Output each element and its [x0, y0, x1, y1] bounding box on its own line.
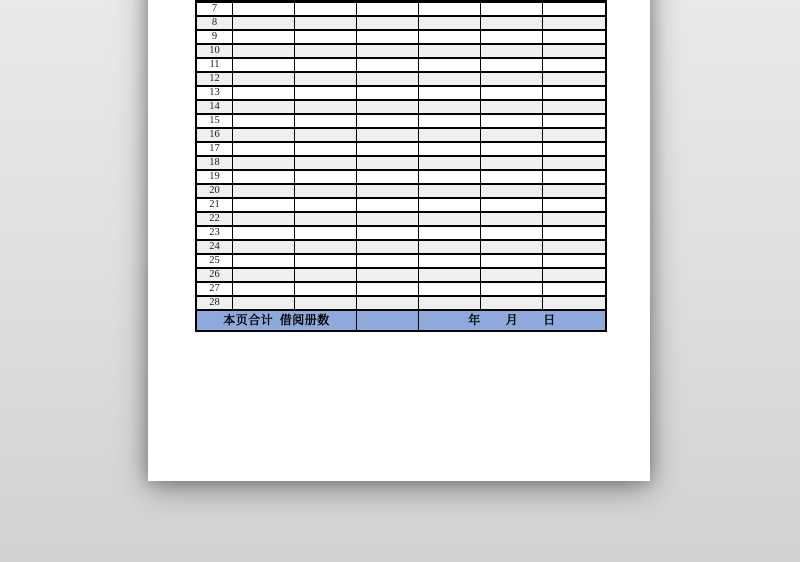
empty-data-cell [481, 185, 543, 197]
empty-data-cell [357, 45, 419, 57]
empty-data-cell [419, 199, 481, 211]
empty-data-cell [543, 87, 605, 99]
empty-data-cell [233, 115, 295, 127]
empty-data-cell [419, 255, 481, 267]
empty-data-cell [419, 297, 481, 309]
empty-data-cell [481, 199, 543, 211]
empty-data-cell [419, 227, 481, 239]
empty-data-cell [543, 157, 605, 169]
row-number-cell: 27 [197, 283, 233, 295]
empty-data-cell [295, 73, 357, 85]
empty-data-cell [295, 283, 357, 295]
empty-data-cell [543, 3, 605, 15]
empty-data-cell [481, 269, 543, 281]
table-row [197, 283, 605, 297]
empty-data-cell [295, 199, 357, 211]
table-row [197, 213, 605, 227]
empty-data-cell [543, 199, 605, 211]
empty-data-cell [481, 213, 543, 225]
empty-data-cell [419, 101, 481, 113]
row-number-cell: 11 [197, 59, 233, 71]
empty-data-cell [481, 87, 543, 99]
empty-data-cell [543, 59, 605, 71]
empty-data-cell [233, 31, 295, 43]
empty-data-cell [419, 157, 481, 169]
empty-data-cell [357, 255, 419, 267]
empty-data-cell [357, 143, 419, 155]
empty-data-cell [233, 283, 295, 295]
empty-data-cell [357, 17, 419, 29]
empty-data-cell [543, 115, 605, 127]
empty-data-cell [357, 213, 419, 225]
empty-data-cell [419, 3, 481, 15]
empty-data-cell [419, 283, 481, 295]
empty-data-cell [295, 213, 357, 225]
empty-data-cell [295, 45, 357, 57]
table-rows [197, 3, 605, 311]
row-number-cell: 22 [197, 213, 233, 225]
empty-data-cell [295, 185, 357, 197]
table-row [197, 101, 605, 115]
empty-data-cell [419, 59, 481, 71]
empty-data-cell [233, 17, 295, 29]
empty-data-cell [481, 171, 543, 183]
table-row [197, 73, 605, 87]
empty-data-cell [233, 143, 295, 155]
empty-data-cell [481, 17, 543, 29]
document-page [148, 0, 650, 481]
empty-data-cell [543, 129, 605, 141]
empty-data-cell [295, 31, 357, 43]
empty-data-cell [295, 17, 357, 29]
empty-data-cell [543, 283, 605, 295]
empty-data-cell [233, 101, 295, 113]
empty-data-cell [419, 241, 481, 253]
empty-data-cell [357, 59, 419, 71]
empty-data-cell [295, 269, 357, 281]
empty-data-cell [481, 241, 543, 253]
empty-data-cell [357, 283, 419, 295]
row-number-cell: 15 [197, 115, 233, 127]
empty-data-cell [295, 129, 357, 141]
table-row [197, 241, 605, 255]
empty-data-cell [481, 297, 543, 309]
empty-data-cell [481, 101, 543, 113]
empty-data-cell [543, 269, 605, 281]
row-number-cell: 16 [197, 129, 233, 141]
table-row [197, 115, 605, 129]
empty-data-cell [481, 227, 543, 239]
empty-data-cell [419, 31, 481, 43]
empty-data-cell [295, 171, 357, 183]
empty-data-cell [233, 129, 295, 141]
empty-data-cell [419, 269, 481, 281]
footer-date-label: 年 月 日 [468, 313, 556, 327]
empty-data-cell [481, 283, 543, 295]
empty-data-cell [357, 199, 419, 211]
table-row [197, 143, 605, 157]
empty-data-cell [295, 143, 357, 155]
empty-data-cell [481, 143, 543, 155]
row-number-cell: 8 [197, 17, 233, 29]
row-number-cell: 20 [197, 185, 233, 197]
empty-data-cell [233, 185, 295, 197]
row-number-cell: 10 [197, 45, 233, 57]
table-row [197, 87, 605, 101]
empty-data-cell [357, 73, 419, 85]
empty-data-cell [543, 297, 605, 309]
table-row [197, 171, 605, 185]
empty-data-cell [543, 143, 605, 155]
empty-data-cell [543, 73, 605, 85]
empty-data-cell [295, 227, 357, 239]
empty-data-cell [295, 115, 357, 127]
empty-data-cell [295, 297, 357, 309]
empty-data-cell [357, 241, 419, 253]
empty-data-cell [481, 129, 543, 141]
empty-data-cell [357, 297, 419, 309]
empty-data-cell [233, 3, 295, 15]
table-row [197, 45, 605, 59]
empty-data-cell [233, 297, 295, 309]
empty-data-cell [419, 45, 481, 57]
empty-data-cell [543, 31, 605, 43]
empty-data-cell [419, 171, 481, 183]
empty-data-cell [295, 59, 357, 71]
empty-data-cell [295, 101, 357, 113]
empty-data-cell [481, 157, 543, 169]
table-row [197, 227, 605, 241]
empty-data-cell [233, 213, 295, 225]
empty-data-cell [233, 199, 295, 211]
empty-data-cell [419, 115, 481, 127]
empty-data-cell [481, 59, 543, 71]
empty-data-cell [419, 73, 481, 85]
empty-data-cell [543, 255, 605, 267]
empty-data-cell [233, 59, 295, 71]
empty-data-cell [357, 269, 419, 281]
empty-data-cell [543, 227, 605, 239]
empty-data-cell [295, 241, 357, 253]
row-number-cell: 18 [197, 157, 233, 169]
table-row [197, 17, 605, 31]
empty-data-cell [233, 227, 295, 239]
table-row [197, 157, 605, 171]
empty-data-cell [233, 241, 295, 253]
empty-data-cell [295, 3, 357, 15]
empty-data-cell [481, 255, 543, 267]
row-number-cell: 26 [197, 269, 233, 281]
empty-data-cell [295, 255, 357, 267]
empty-data-cell [357, 157, 419, 169]
row-number-cell: 19 [197, 171, 233, 183]
empty-data-cell [481, 45, 543, 57]
table-row [197, 59, 605, 73]
table-row [197, 199, 605, 213]
footer-summary-label: 本页合计 借阅册数 [197, 311, 357, 330]
empty-data-cell [233, 87, 295, 99]
row-number-cell: 25 [197, 255, 233, 267]
empty-data-cell [419, 17, 481, 29]
empty-data-cell [419, 143, 481, 155]
empty-data-cell [357, 185, 419, 197]
empty-data-cell [543, 101, 605, 113]
row-number-cell: 24 [197, 241, 233, 253]
empty-data-cell [295, 157, 357, 169]
empty-data-cell [357, 115, 419, 127]
empty-data-cell [543, 185, 605, 197]
table-row [197, 31, 605, 45]
empty-data-cell [357, 87, 419, 99]
table-row [197, 297, 605, 311]
borrow-register-table [195, 0, 607, 332]
table-row [197, 129, 605, 143]
empty-data-cell [419, 129, 481, 141]
empty-data-cell [481, 31, 543, 43]
empty-data-cell [357, 3, 419, 15]
empty-data-cell [481, 3, 543, 15]
table-row [197, 3, 605, 17]
empty-data-cell [419, 87, 481, 99]
row-number-cell: 12 [197, 73, 233, 85]
empty-data-cell [543, 241, 605, 253]
empty-data-cell [233, 45, 295, 57]
empty-data-cell [233, 171, 295, 183]
empty-data-cell [543, 17, 605, 29]
row-number-cell: 17 [197, 143, 233, 155]
empty-data-cell [357, 171, 419, 183]
empty-data-cell [543, 171, 605, 183]
empty-data-cell [543, 213, 605, 225]
empty-data-cell [233, 157, 295, 169]
row-number-cell: 13 [197, 87, 233, 99]
empty-data-cell [295, 87, 357, 99]
table-row [197, 255, 605, 269]
empty-data-cell [233, 269, 295, 281]
empty-data-cell [357, 31, 419, 43]
empty-data-cell [419, 185, 481, 197]
row-number-cell: 21 [197, 199, 233, 211]
table-footer-row [197, 311, 605, 330]
empty-data-cell [233, 255, 295, 267]
empty-data-cell [481, 115, 543, 127]
empty-data-cell [357, 101, 419, 113]
empty-data-cell [233, 73, 295, 85]
row-number-cell: 14 [197, 101, 233, 113]
table-row [197, 269, 605, 283]
row-number-cell: 9 [197, 31, 233, 43]
row-number-cell: 23 [197, 227, 233, 239]
row-number-cell: 7 [197, 3, 233, 15]
table-row [197, 185, 605, 199]
empty-data-cell [419, 213, 481, 225]
row-number-cell: 28 [197, 297, 233, 309]
footer-total-cell [357, 311, 419, 330]
empty-data-cell [481, 73, 543, 85]
empty-data-cell [357, 129, 419, 141]
empty-data-cell [543, 45, 605, 57]
empty-data-cell [357, 227, 419, 239]
